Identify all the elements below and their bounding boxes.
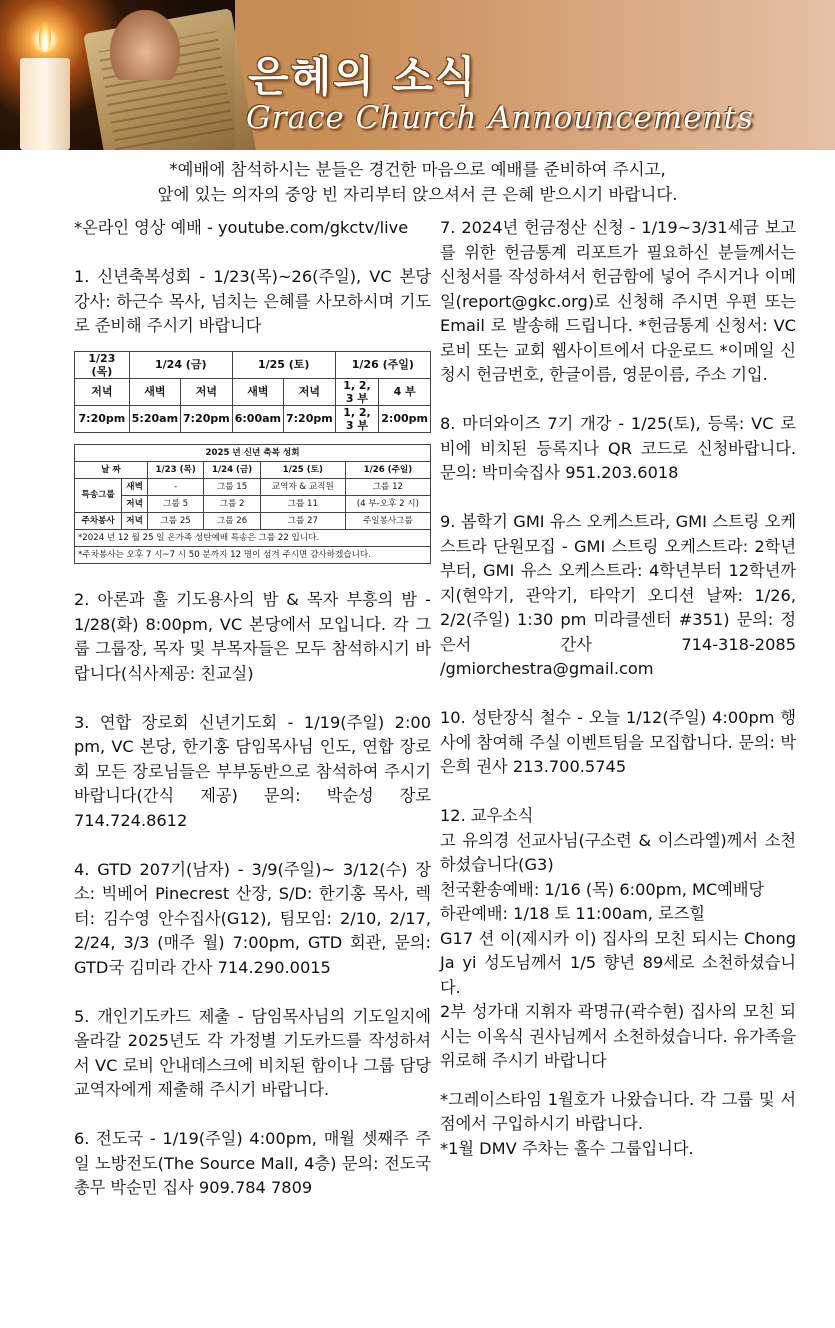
table-cell: 저녁 — [181, 378, 233, 405]
table-cell: 주일봉사그룹 — [345, 512, 430, 529]
announcement-5: 5. 개인기도카드 제출 - 담임목사님의 기도일지에 올라갈 2025년도 각 가정별 기도카드를 작성하셔서 VC 로비 안내데스크에 비치된 함이나 그룹 담당교역자에게 제출해 주시기 바랍니다. — [74, 1006, 431, 1099]
announcement-2: 2. 아론과 훌 기도용사의 밤 & 목자 부흥의 밤 - 1/28(화) 8:00pm, VC 본당에서 모입니다. 각 그룹 그룹장, 목자 및 부목자들은 모두 참석하시기 바랍니다(식사제공: 친교실) — [74, 590, 431, 683]
table-cell: 날 짜 — [75, 461, 148, 478]
flame-icon — [39, 22, 51, 52]
table-title: 2025 년 신년 축복 성회 — [75, 444, 431, 461]
member-news-line: 천국환송예배: 1/16 (목) 6:00pm, MC예배당 — [440, 879, 765, 899]
right-column — [440, 216, 796, 1161]
table-cell: 그룹 5 — [147, 495, 203, 512]
page-title: 은혜의 소식 — [248, 52, 478, 101]
praying-hands-image — [110, 10, 180, 80]
table-cell: 7:20pm — [283, 405, 335, 432]
table-cell: 특송그룹 — [75, 478, 122, 512]
candle-image — [20, 58, 70, 150]
table-cell: 1/25 (토) — [260, 461, 345, 478]
table-cell: 6:00am — [232, 405, 283, 432]
announcement-9: 9. 봄학기 GMI 유스 오케스트라, GMI 스트링 오케스트라 단원모집 - GMI 스트링 오케스트라: 2학년 부터, GMI 유스 오케스트라: 4학년부터 12학년까지(현악기, 관악기, 타악기 오디션 날짜: 1/26, 2/2(주일) 1:30 pm 미라클센터 #351) 문의: 정은서 간사 714-318-2085 /gmiorchestra@gmail.com — [440, 512, 796, 678]
prayer-candle-photo — [0, 0, 235, 150]
table-cell: 7:20pm — [181, 405, 233, 432]
table-cell: 2:00pm — [379, 405, 431, 432]
revival-schedule-table — [74, 351, 431, 433]
table-cell: 저녁 — [283, 378, 335, 405]
member-news-line: G17 션 이(제시카 이) 집사의 모친 되시는 Chong Ja yi 성도님께서 1/5 향년 89세로 소천하셨습니다. — [440, 928, 796, 997]
announcement-8: 8. 마더와이즈 7기 개강 - 1/25(토), 등록: VC 로비에 비치된 등록지나 QR 코드로 신청바랍니다. 문의: 박미숙집사 951.203.6018 — [440, 414, 796, 482]
announcement-6: 6. 전도국 - 1/19(주일) 4:00pm, 매월 셋째주 주일 노방전도(The Source Mall, 4층) 문의: 전도국 총무 박순민 집사 909.784 7809 — [74, 1129, 431, 1197]
announcement-4: 4. GTD 207기(남자) - 3/9(주일)~ 3/12(수) 장소: 빅베어 Pinecrest 산장, S/D: 한기홍 목사, 렉터: 김수영 안수집사(G12), 팀모임: 2/10, 2/17, 2/24, 3/3 (매주 월) 7:00pm, GTD 회관, 문의: GTD국 김미라 간사 714.290.0015 — [74, 859, 431, 977]
table-cell: 주차봉사 — [75, 512, 122, 529]
table-cell: 그룹 26 — [204, 512, 260, 529]
header-banner — [0, 0, 835, 150]
table-cell: (4 부-오후 2 시) — [345, 495, 430, 512]
table-cell: 그룹 11 — [260, 495, 345, 512]
table-cell: 1/24 (금) — [204, 461, 260, 478]
table-cell: 5:20am — [129, 405, 180, 432]
worship-notice-line2: 앞에 있는 의자의 중앙 빈 자리부터 앉으셔서 큰 은혜 받으시기 바랍니다. — [157, 185, 678, 204]
table-cell: 새벽 — [122, 478, 148, 495]
table-cell: 그룹 2 — [204, 495, 260, 512]
table-cell: - — [147, 478, 203, 495]
table-cell: 저녁 — [122, 512, 148, 529]
member-news-line: 2부 성가대 지휘자 곽명규(곽수현) 집사의 모친 되시는 이옥식 권사님께서 소천하셨습니다. 유가족을 위로해 주시기 바랍니다 — [440, 1002, 796, 1070]
online-worship-link[interactable]: *온라인 영상 예배 - youtube.com/gkctv/live — [74, 218, 409, 237]
table-cell: 저녁 — [122, 495, 148, 512]
announcement-12-title: 12. 교우소식 — [440, 806, 534, 825]
table-cell: 1/26 (주일) — [335, 351, 430, 378]
left-column — [74, 216, 431, 1201]
table-cell: 그룹 25 — [147, 512, 203, 529]
table-cell: 저녁 — [75, 378, 130, 405]
table-cell: 1/24 (금) — [129, 351, 232, 378]
page-subtitle: Grace Church Announcements — [246, 100, 754, 136]
table-note: *주차봉사는 오후 7 시~7 시 50 분까지 12 명이 섬겨 주시면 감사하겠습니다. — [75, 546, 431, 563]
announcement-10: 10. 성탄장식 철수 - 오늘 1/12(주일) 4:00pm 행사에 참여해 주실 이벤트팀을 모집합니다. 문의: 박은희 권사 213.700.5745 — [440, 708, 796, 776]
table-cell: 4 부 — [379, 378, 431, 405]
special-song-table — [74, 444, 431, 564]
member-news-line: 고 유의경 선교사님(구소련 & 이스라엘)께서 소천하셨습니다(G3) — [440, 830, 796, 874]
announcement-3: 3. 연합 장로회 신년기도회 - 1/19(주일) 2:00 pm, VC 본당, 한기홍 담임목사님 인도, 연합 장로회 모든 장로님들은 부부동반으로 참석하여 주시기 바랍니다(간식 제공) 문의: 박순성 장로 714.724.8612 — [74, 712, 431, 830]
worship-notice-line1: *예배에 참석하시는 분들은 경건한 마음으로 예배를 준비하여 주시고, — [169, 160, 666, 179]
dmv-parking-note: *1월 DMV 주차는 홀수 그룹입니다. — [440, 1138, 694, 1158]
table-note: *2024 년 12 월 25 일 온가족 성탄예배 특송은 그룹 22 입니다. — [75, 529, 431, 546]
table-cell: 새벽 — [129, 378, 180, 405]
table-cell: 그룹 27 — [260, 512, 345, 529]
table-cell: 1/25 (토) — [232, 351, 335, 378]
table-cell: 1/26 (주일) — [345, 461, 430, 478]
table-cell: 그룹 12 — [345, 478, 430, 495]
table-cell: 1/23 (목) — [147, 461, 203, 478]
table-cell: 그룹 15 — [204, 478, 260, 495]
gracetime-note: *그레이스타임 1월호가 나왔습니다. 각 그룹 및 서점에서 구입하시기 바랍니다. — [440, 1089, 796, 1133]
member-news-line: 하관예배: 1/18 토 11:00am, 로즈힐 — [440, 904, 705, 923]
table-cell: 7:20pm — [75, 405, 130, 432]
table-cell: 교역자 & 교직원 — [260, 478, 345, 495]
table-cell: 1/23 (목) — [75, 351, 130, 378]
announcement-1: 1. 신년축복성회 - 1/23(목)~26(주일), VC 본당 강사: 하근수 목사, 넘치는 은혜를 사모하시며 기도로 준비해 주시기 바랍니다 — [74, 267, 431, 335]
table-cell: 새벽 — [232, 378, 283, 405]
table-cell: 1, 2, 3 부 — [335, 405, 379, 432]
announcement-7: 7. 2024년 헌금정산 신청 - 1/19~3/31세금 보고를 위한 헌금통계 리포트가 필요하신 분들께서는 신청서를 작성하셔서 헌금함에 넣어 주시거나 이메일(report@gkc.org)로 신청해 주시면 우편 또는 Email 로 발송해 드립니다. *헌금통계 신청서: VC 로비 또는 교회 웹사이트에서 다운로드 *이메일 신청시 헌금번호, 한글이름, 영문이름, 주소 기입. — [440, 218, 796, 384]
table-cell: 1, 2, 3 부 — [335, 378, 379, 405]
